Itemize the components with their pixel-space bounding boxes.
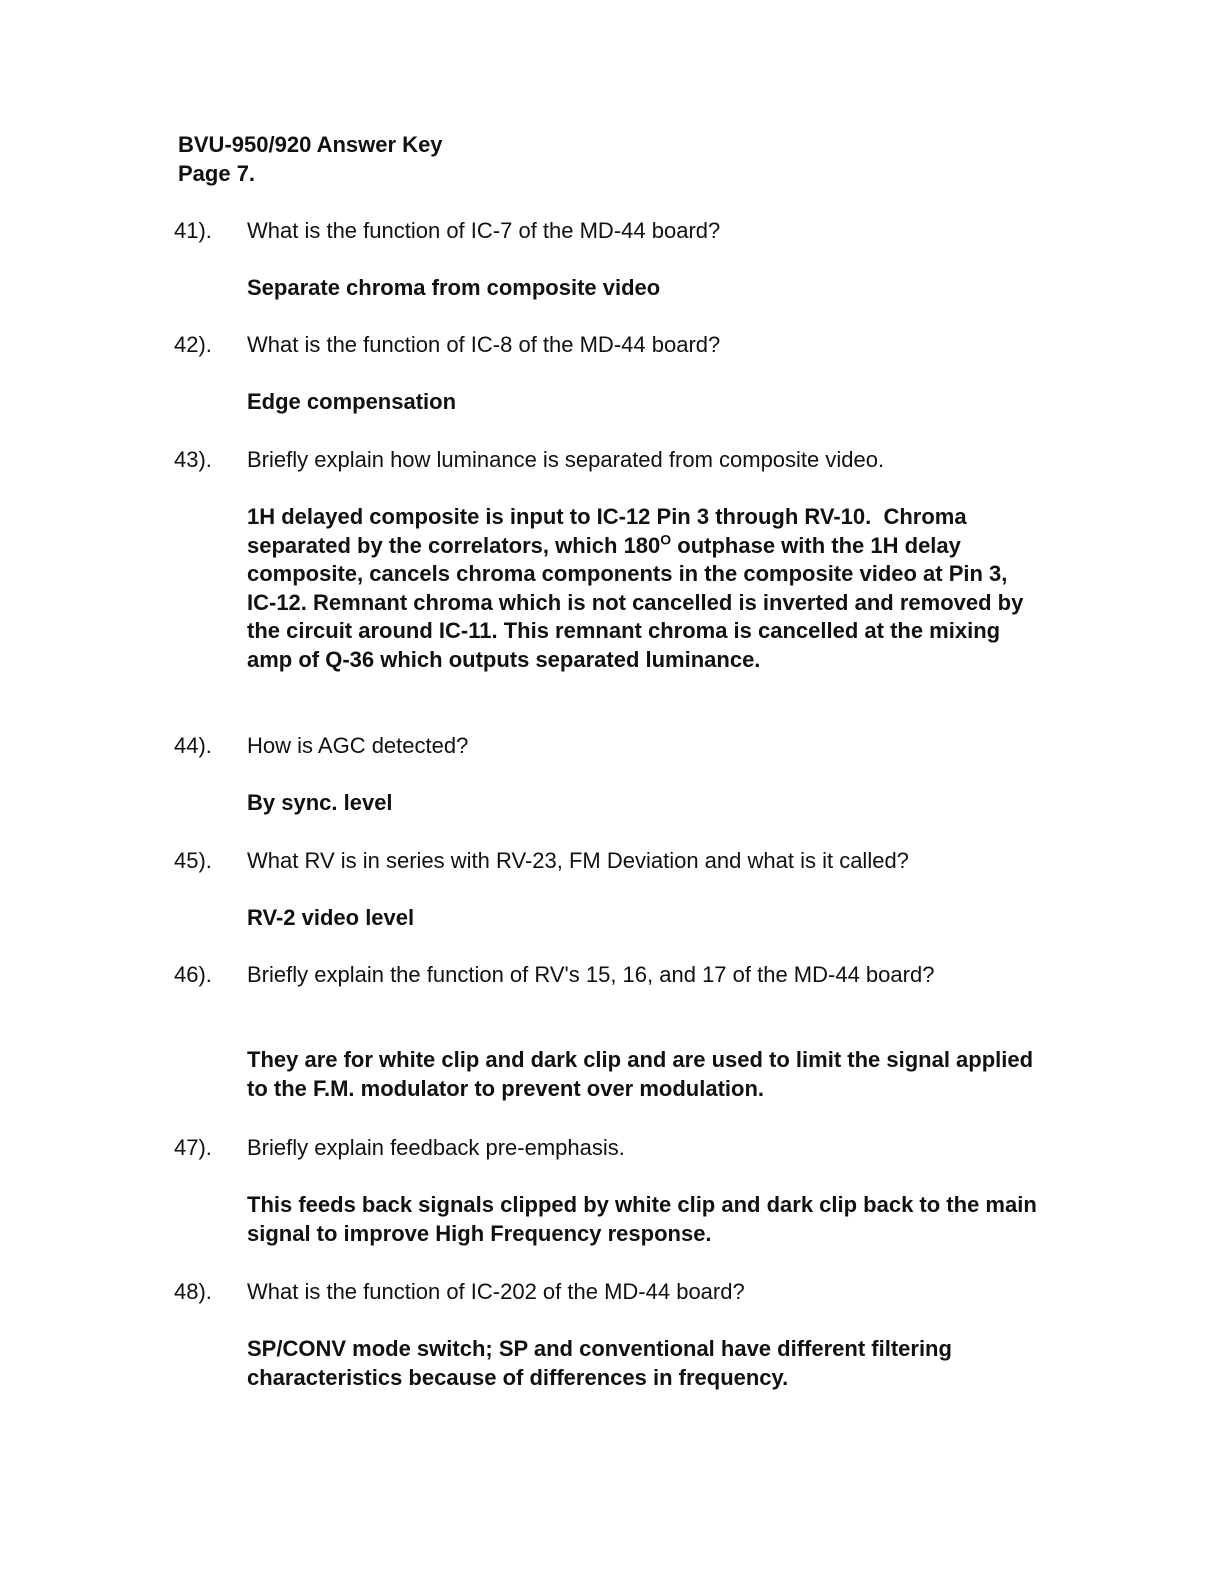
answer-text: Edge compensation — [247, 389, 457, 414]
answer-text: By sync. level — [247, 790, 393, 815]
answer-line: 1H delayed composite is input to IC-12 Pin 3 through RV-10. Chroma — [247, 504, 967, 529]
page-number: Page 7. — [178, 161, 256, 186]
question-text: What is the function of IC-8 of the MD-44 board? — [247, 332, 721, 357]
answer-line — [247, 532, 1052, 561]
question-text: What is the function of IC-7 of the MD-44 board? — [247, 218, 721, 243]
answer-text: They are for white clip and dark clip and are used to limit the signal applied to the F.M. modulator to prevent over modulation. — [247, 1047, 1034, 1101]
question-text: How is AGC detected? — [247, 733, 469, 758]
question-number: 41). — [174, 218, 212, 243]
document-title: BVU-950/920 Answer Key — [178, 132, 443, 157]
answer-fragment: outphase with the 1H delay — [671, 532, 961, 558]
question-text: What RV is in series with RV-23, FM Deviation and what is it called? — [247, 848, 909, 873]
question-text: Briefly explain feedback pre-emphasis. — [247, 1135, 625, 1160]
answer-text: Separate chroma from composite video — [247, 275, 661, 300]
question-number: 45). — [174, 848, 212, 873]
answer-text — [247, 503, 1052, 674]
question-number: 47). — [174, 1135, 212, 1160]
question-number: 44). — [174, 733, 212, 758]
degree-superscript: O — [660, 531, 672, 548]
question-text: Briefly explain the function of RV's 15, 16, and 17 of the MD-44 board? — [247, 962, 935, 987]
question-number: 48). — [174, 1279, 212, 1304]
answer-text: SP/CONV mode switch; SP and conventional have different filtering characteristics because of differences in frequency. — [247, 1336, 952, 1390]
question-number: 46). — [174, 962, 212, 987]
answer-paragraph: composite, cancels chroma components in the composite video at Pin 3, IC-12. Remnant chroma which is not cancelled is inverted and removed by the circuit around IC-11. This remnant chroma is cancelled at the mixing amp of Q-36 which outputs separated luminance. — [247, 561, 1024, 672]
page-header — [178, 130, 443, 188]
answer-fragment: separated by the correlators, which 180 — [247, 532, 661, 558]
question-text: Briefly explain how luminance is separated from composite video. — [247, 447, 885, 472]
answer-text: This feeds back signals clipped by white clip and dark clip back to the main signal to improve High Frequency response. — [247, 1192, 1037, 1246]
answer-text: RV-2 video level — [247, 905, 415, 930]
question-number: 42). — [174, 332, 212, 357]
question-text: What is the function of IC-202 of the MD-44 board? — [247, 1279, 745, 1304]
question-number: 43). — [174, 447, 212, 472]
